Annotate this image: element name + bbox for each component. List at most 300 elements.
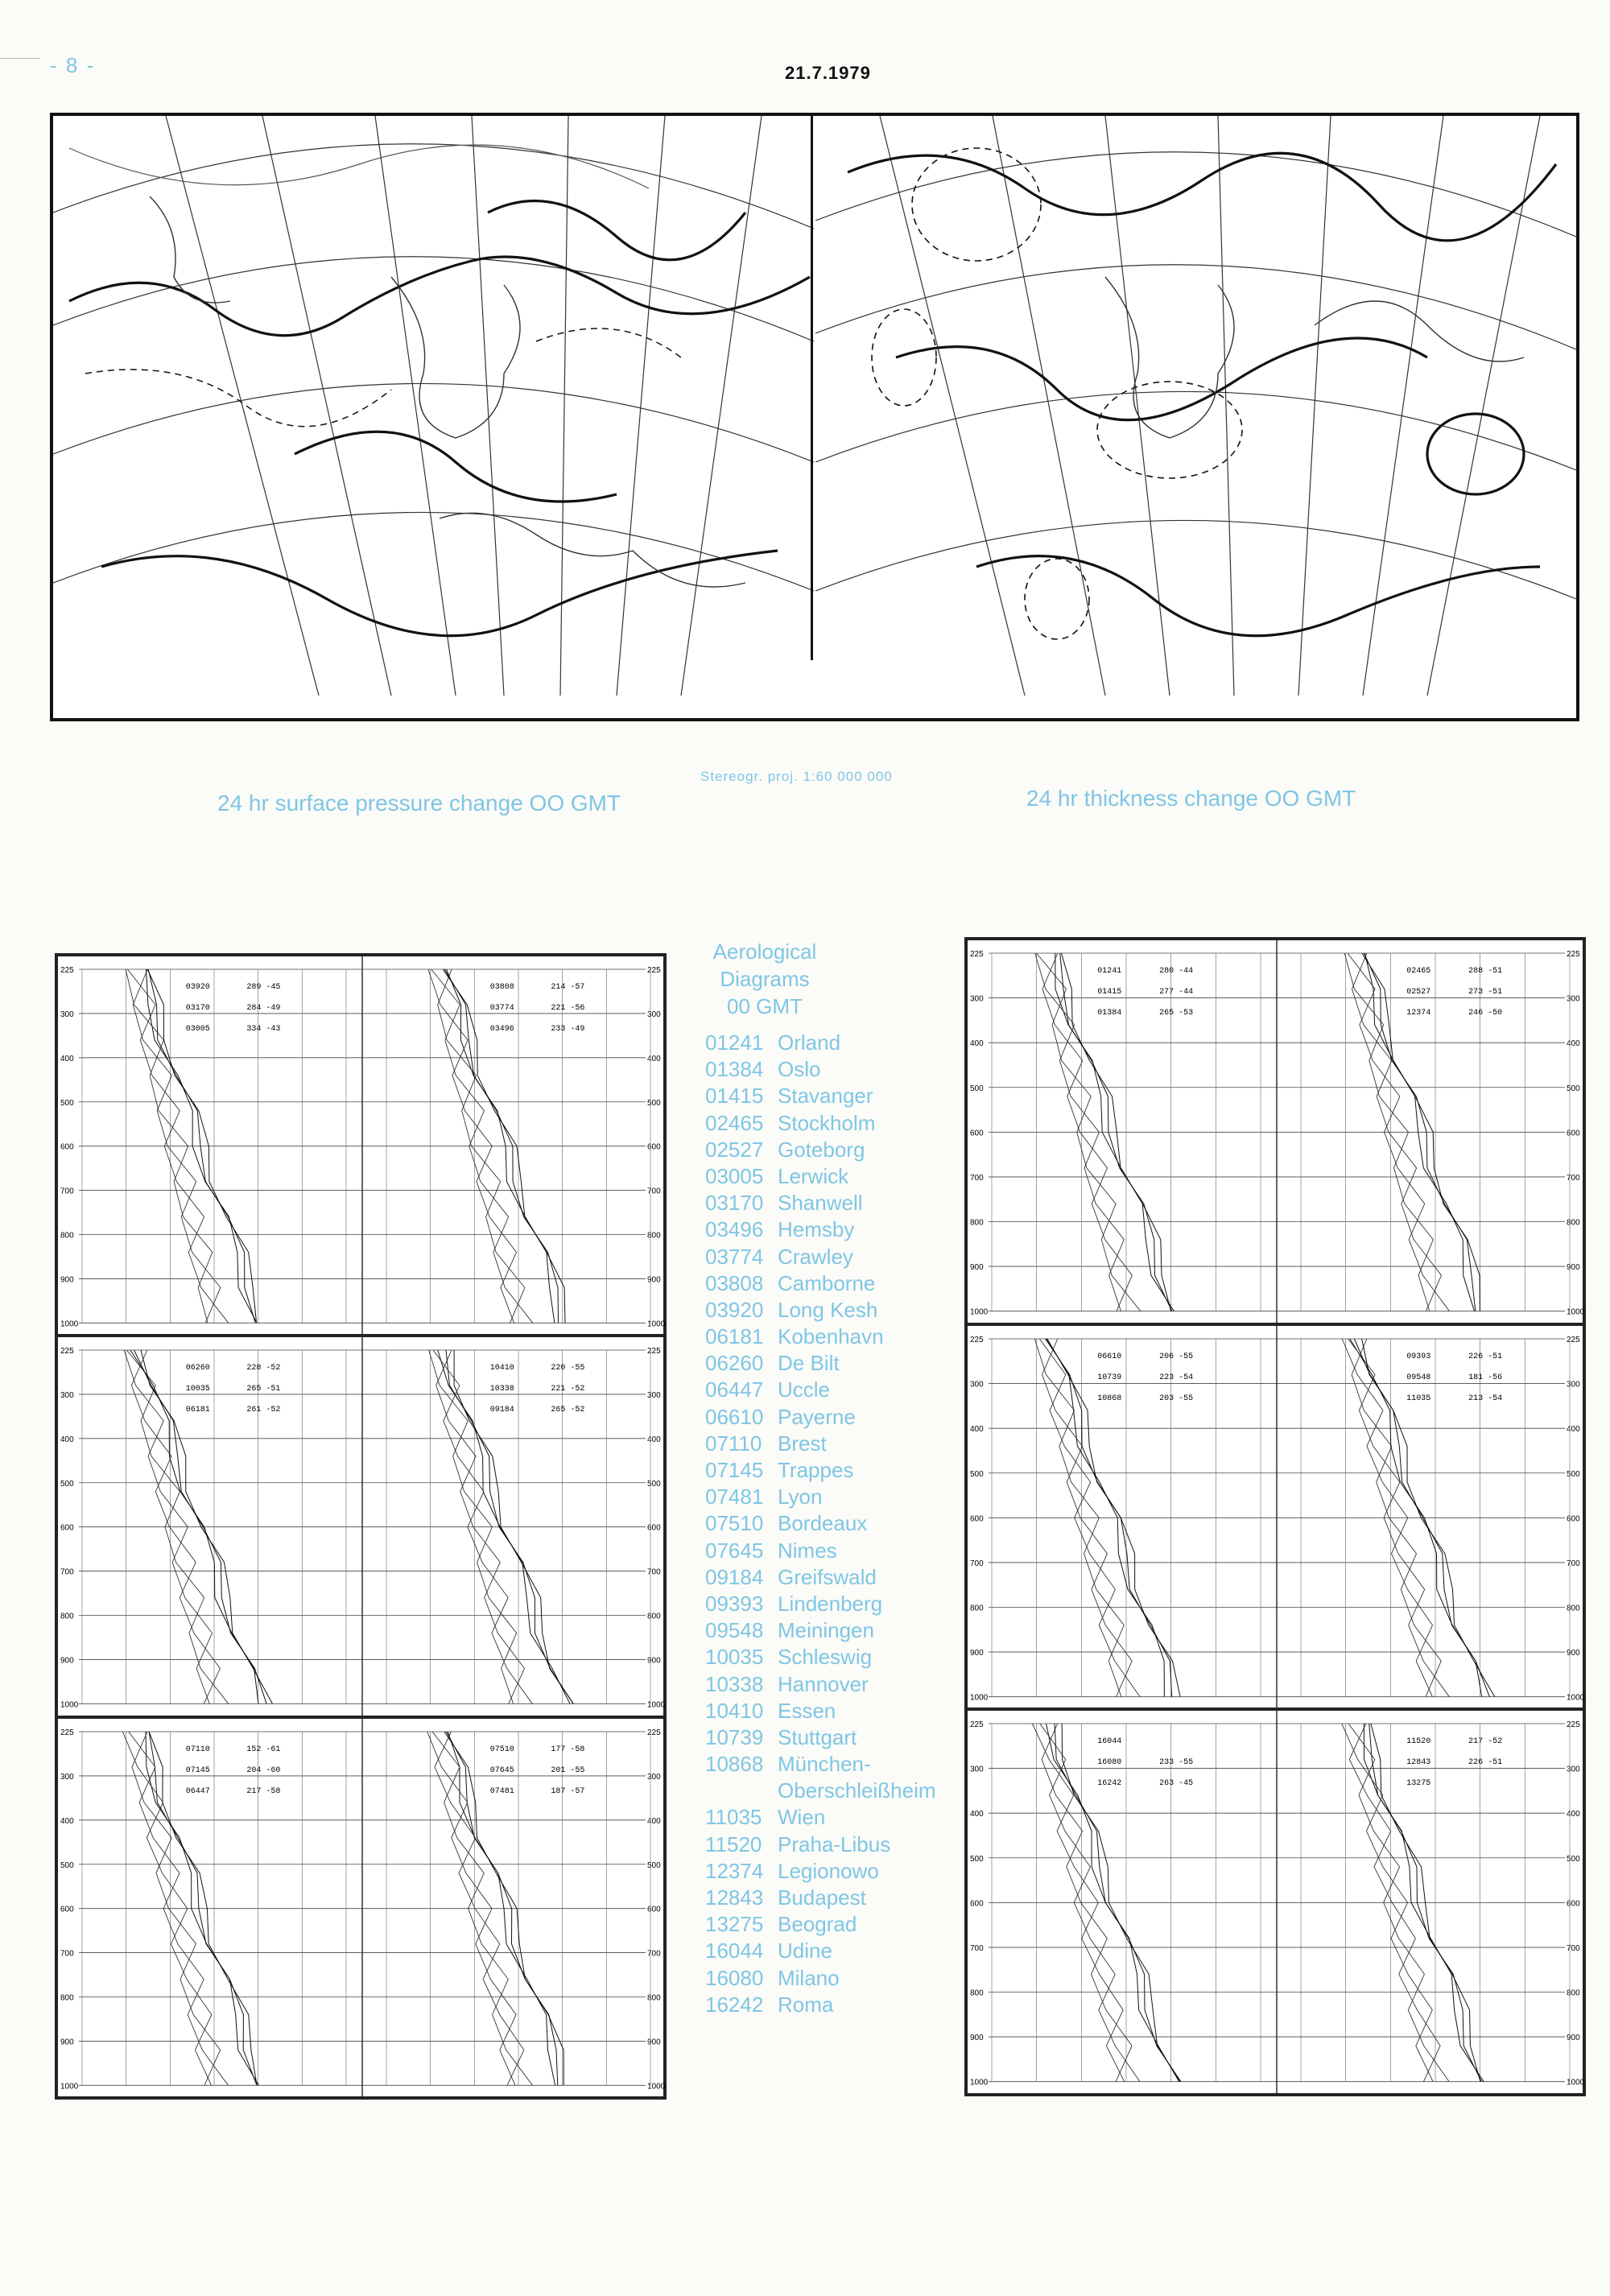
pressure-label: 700 <box>60 1567 74 1577</box>
pressure-label: 900 <box>1567 2034 1580 2043</box>
aerological-diagram <box>56 1717 665 2098</box>
station-name: Schleswig <box>778 1645 873 1670</box>
station-name: Legionowo <box>778 1858 879 1883</box>
station-name: Praha-Libus <box>778 1831 891 1856</box>
diagram-grid <box>58 956 667 1337</box>
station-code: 03920 <box>705 1297 764 1322</box>
pressure-label: 400 <box>60 1435 74 1445</box>
pressure-label: 800 <box>1567 1604 1580 1613</box>
pressure-label: 500 <box>970 1084 984 1093</box>
pressure-label: 400 <box>970 1039 984 1049</box>
station-code: 06447 <box>705 1377 764 1402</box>
pressure-label: 800 <box>647 1612 661 1621</box>
station-name: Hannover <box>778 1671 869 1696</box>
station-code: 02465 <box>705 1110 764 1135</box>
pressure-label: 300 <box>647 1391 661 1401</box>
diagram-station-code: 03920 <box>185 983 210 992</box>
pressure-label: 800 <box>970 1988 984 1998</box>
station-row <box>705 1859 936 1885</box>
diagram-tropopause-value: 221 -52 <box>551 1385 585 1394</box>
station-name: Orland <box>778 1030 841 1055</box>
pressure-label: 300 <box>1567 1380 1580 1390</box>
pressure-label: 500 <box>647 1860 661 1870</box>
pressure-label: 900 <box>60 1275 74 1285</box>
pressure-label: 600 <box>970 1129 984 1138</box>
diagram-tropopause-value: 233 -49 <box>551 1025 585 1034</box>
diagram-station-code: 03774 <box>489 1004 514 1013</box>
pressure-label: 900 <box>1567 1263 1580 1273</box>
pressure-label: 500 <box>647 1480 661 1489</box>
station-code: 10035 <box>705 1645 764 1670</box>
pressure-label: 600 <box>1567 1129 1580 1138</box>
station-name: Oberschleißheim <box>778 1778 936 1803</box>
station-row <box>705 1565 936 1592</box>
pressure-label: 700 <box>970 1173 984 1183</box>
diagram-tropopause-value: 217 -58 <box>246 1786 281 1796</box>
pressure-label: 600 <box>970 1513 984 1523</box>
diagram-station-code: 13275 <box>1406 1779 1431 1789</box>
pressure-label: 500 <box>60 1098 74 1108</box>
station-code: 11520 <box>705 1831 762 1856</box>
station-row <box>705 1351 936 1377</box>
diagram-station-code: 01415 <box>1097 988 1122 997</box>
diagram-tropopause-value: 177 -58 <box>551 1745 585 1754</box>
aerological-diagram <box>966 1324 1584 1710</box>
aerological-title-line: Aerological <box>712 939 817 964</box>
diagram-station-code: 16044 <box>1097 1737 1122 1747</box>
station-code: 10338 <box>705 1671 764 1696</box>
aerological-diagram <box>56 1336 665 1716</box>
pressure-label: 600 <box>60 1523 74 1533</box>
station-code: 16044 <box>705 1939 764 1964</box>
station-row <box>705 1111 936 1138</box>
station-code: 09393 <box>705 1591 764 1616</box>
station-row <box>705 1645 936 1671</box>
station-row <box>705 1377 936 1404</box>
diagram-station-code: 16242 <box>1097 1779 1122 1789</box>
station-row <box>705 1992 936 2019</box>
pressure-label: 500 <box>647 1098 661 1108</box>
station-row <box>705 1084 936 1110</box>
station-name: München- <box>778 1752 871 1777</box>
pressure-label: 1000 <box>60 2081 79 2091</box>
diagram-station-code: 07645 <box>489 1765 514 1775</box>
diagram-station-code: 09393 <box>1406 1352 1431 1361</box>
pressure-label: 1000 <box>1567 2078 1585 2087</box>
station-code: 06260 <box>705 1351 764 1376</box>
station-name: Stuttgart <box>778 1724 857 1749</box>
pressure-label: 500 <box>1567 1855 1580 1864</box>
thickness-caption: 24 hr thickness change OO GMT <box>1026 786 1356 811</box>
pressure-label: 600 <box>647 1142 661 1152</box>
pressure-label: 800 <box>60 1993 74 2003</box>
diagram-station-code: 07110 <box>185 1745 210 1754</box>
pressure-label: 700 <box>60 1949 74 1959</box>
pressure-label: 1000 <box>60 1700 79 1710</box>
diagram-tropopause-value: 226 -51 <box>1468 1758 1503 1768</box>
station-row <box>705 1752 936 1778</box>
pressure-label: 1000 <box>970 2078 989 2087</box>
map-divider <box>811 113 813 660</box>
station-list <box>705 1030 936 2019</box>
station-code: 13275 <box>705 1912 764 1937</box>
station-name: Bordeaux <box>778 1511 868 1536</box>
diagram-tropopause-value: 201 -55 <box>551 1765 585 1775</box>
station-row <box>705 1217 936 1244</box>
station-code: 09184 <box>705 1564 764 1589</box>
pressure-label: 900 <box>970 1648 984 1658</box>
station-name: Crawley <box>778 1244 853 1269</box>
station-row <box>705 1164 936 1191</box>
station-row <box>705 1405 936 1431</box>
diagram-tropopause-value: 334 -43 <box>246 1025 281 1034</box>
pressure-label: 400 <box>1567 1039 1580 1049</box>
station-name: Nimes <box>778 1538 837 1563</box>
diagram-tropopause-value: 214 -57 <box>551 983 585 992</box>
pressure-label: 600 <box>647 1905 661 1914</box>
diagram-tropopause-value: 265 -52 <box>551 1406 585 1415</box>
station-code: 01384 <box>705 1057 764 1082</box>
pressure-label: 800 <box>60 1231 74 1241</box>
pressure-label: 900 <box>1567 1648 1580 1658</box>
pressure-label: 600 <box>60 1142 74 1152</box>
aerological-diagram <box>56 955 665 1336</box>
station-row <box>705 1030 936 1057</box>
pressure-label: 1000 <box>647 1700 666 1710</box>
pressure-label: 700 <box>1567 1173 1580 1183</box>
station-row <box>705 1298 936 1324</box>
station-code: 06610 <box>705 1404 764 1429</box>
diagram-station-code: 03005 <box>185 1025 210 1034</box>
station-code: 03808 <box>705 1270 764 1295</box>
diagram-grid <box>968 1711 1586 2096</box>
station-code: 07510 <box>705 1511 764 1536</box>
station-code: 12843 <box>705 1885 764 1910</box>
pressure-label: 225 <box>970 1335 984 1344</box>
pressure-label: 900 <box>647 2038 661 2047</box>
station-row <box>705 1672 936 1699</box>
station-row <box>705 1966 936 1992</box>
station-row <box>705 1324 936 1351</box>
pressure-label: 300 <box>60 1010 74 1019</box>
station-name: Shanwell <box>778 1191 863 1216</box>
diagram-station-code: 06260 <box>185 1364 210 1373</box>
pressure-label: 700 <box>60 1187 74 1196</box>
station-code: 16080 <box>705 1965 764 1990</box>
diagram-station-code: 11035 <box>1406 1394 1431 1403</box>
pressure-label: 400 <box>970 1424 984 1434</box>
diagram-grid <box>58 1719 667 2100</box>
pressure-label: 900 <box>970 2034 984 2043</box>
station-row <box>705 1191 936 1217</box>
pressure-label: 800 <box>970 1604 984 1613</box>
station-name: Oslo <box>778 1057 821 1082</box>
pressure-label: 500 <box>60 1480 74 1489</box>
station-code: 09548 <box>705 1618 764 1643</box>
pressure-label: 1000 <box>647 2081 666 2091</box>
station-code: 03496 <box>705 1217 764 1242</box>
diagram-tropopause-value: 277 -44 <box>1159 988 1194 997</box>
station-row <box>705 1939 936 1965</box>
diagram-tropopause-value: 204 -60 <box>246 1765 281 1775</box>
diagram-station-code: 11520 <box>1406 1737 1431 1747</box>
pressure-label: 1000 <box>647 1319 666 1329</box>
top-rule <box>0 58 40 59</box>
pressure-label: 700 <box>647 1567 661 1577</box>
station-name: Roma <box>778 1992 834 2017</box>
pressure-label: 500 <box>1567 1469 1580 1479</box>
station-name: Uccle <box>778 1377 831 1402</box>
pressure-label: 225 <box>1567 1335 1580 1344</box>
pressure-label: 1000 <box>60 1319 79 1329</box>
station-name: Kobenhavn <box>778 1324 884 1349</box>
station-row <box>705 1538 936 1565</box>
station-name: Beograd <box>778 1912 857 1937</box>
station-code: 02527 <box>705 1137 764 1162</box>
pressure-label: 700 <box>1567 1944 1580 1954</box>
diagram-tropopause-value: 221 -56 <box>551 1004 585 1013</box>
pressure-label: 700 <box>970 1559 984 1568</box>
diagram-grid <box>58 1337 667 1718</box>
station-name: Wien <box>778 1805 826 1830</box>
station-name: Long Kesh <box>778 1297 878 1322</box>
station-name: Stavanger <box>778 1084 873 1109</box>
pressure-label: 900 <box>647 1275 661 1285</box>
diagram-tropopause-value: 246 -50 <box>1468 1009 1503 1018</box>
station-name: Brest <box>778 1431 827 1456</box>
station-name: Milano <box>778 1965 840 1990</box>
station-code: 01415 <box>705 1084 764 1109</box>
pressure-label: 800 <box>1567 1988 1580 1998</box>
station-name: Budapest <box>778 1885 866 1910</box>
thickness-change-map <box>815 116 1576 718</box>
diagram-station-code: 10868 <box>1097 1394 1122 1403</box>
diagram-tropopause-value: 228 -52 <box>246 1364 281 1373</box>
pressure-label: 900 <box>60 1656 74 1666</box>
diagram-tropopause-value: 181 -56 <box>1468 1373 1503 1382</box>
station-row <box>705 1138 936 1164</box>
pressure-label: 300 <box>647 1010 661 1019</box>
station-code: 12374 <box>705 1858 764 1883</box>
station-row <box>705 1832 936 1859</box>
diagram-station-code: 02527 <box>1406 988 1431 997</box>
diagram-tropopause-value: 284 -49 <box>246 1004 281 1013</box>
pressure-label: 400 <box>60 1816 74 1826</box>
station-row <box>705 1431 936 1458</box>
station-name: Payerne <box>778 1404 856 1429</box>
station-code: 03005 <box>705 1163 764 1188</box>
weather-maps-frame <box>50 113 1579 721</box>
station-row <box>705 1485 936 1511</box>
pressure-label: 225 <box>1567 1720 1580 1730</box>
station-code: 10739 <box>705 1724 764 1749</box>
station-code: 03170 <box>705 1191 764 1216</box>
pressure-label: 300 <box>970 1380 984 1390</box>
diagram-tropopause-value: 280 -44 <box>1159 967 1194 976</box>
diagram-tropopause-value: 226 -51 <box>1468 1352 1503 1361</box>
date-heading: 21.7.1979 <box>785 63 871 83</box>
station-name: Essen <box>778 1698 836 1723</box>
pressure-label: 800 <box>647 1231 661 1241</box>
station-name: Hemsby <box>778 1217 855 1242</box>
pressure-label: 500 <box>60 1860 74 1870</box>
diagram-station-code: 06447 <box>185 1786 210 1796</box>
station-row <box>705 1912 936 1939</box>
station-name: Goteborg <box>778 1137 865 1162</box>
diagram-tropopause-value: 223 -54 <box>1159 1373 1194 1382</box>
diagram-grid <box>968 940 1586 1326</box>
station-name: Camborne <box>778 1270 876 1295</box>
station-name: Greifswald <box>778 1564 877 1589</box>
pressure-label: 400 <box>60 1054 74 1063</box>
diagram-station-code: 10739 <box>1097 1373 1122 1382</box>
station-code: 07145 <box>705 1458 764 1482</box>
station-row <box>705 1618 936 1645</box>
station-name: Trappes <box>778 1458 854 1482</box>
pressure-label: 400 <box>647 1435 661 1445</box>
pressure-label: 225 <box>1567 950 1580 959</box>
station-row <box>705 1805 936 1831</box>
station-code: 06181 <box>705 1324 764 1349</box>
diagram-tropopause-value: 263 -45 <box>1159 1779 1194 1789</box>
station-code: 16242 <box>705 1992 764 2017</box>
diagram-tropopause-value: 187 -57 <box>551 1786 585 1796</box>
station-row <box>705 1885 936 1912</box>
diagram-tropopause-value: 273 -51 <box>1468 988 1503 997</box>
diagram-station-code: 01384 <box>1097 1009 1122 1018</box>
pressure-label: 225 <box>60 1728 74 1737</box>
diagram-station-code: 06610 <box>1097 1352 1122 1361</box>
diagram-station-code: 12374 <box>1406 1009 1431 1018</box>
diagram-tropopause-value: 220 -55 <box>551 1364 585 1373</box>
station-code: 07481 <box>705 1485 764 1509</box>
diagram-tropopause-value: 261 -52 <box>246 1406 281 1415</box>
aerological-diagram <box>966 939 1584 1324</box>
pressure-label: 800 <box>647 1993 661 2003</box>
pressure-label: 900 <box>60 2038 74 2047</box>
diagram-station-code: 09184 <box>489 1406 514 1415</box>
station-row <box>705 1699 936 1725</box>
pressure-label: 800 <box>1567 1218 1580 1228</box>
pressure-label: 600 <box>60 1905 74 1914</box>
diagram-tropopause-value: 288 -51 <box>1468 967 1503 976</box>
station-name: Stockholm <box>778 1110 876 1135</box>
station-code: 07110 <box>705 1431 762 1456</box>
diagram-station-code: 07481 <box>489 1786 514 1796</box>
pressure-label: 600 <box>970 1899 984 1909</box>
diagram-tropopause-value: 152 -61 <box>246 1745 281 1754</box>
station-row <box>705 1778 936 1805</box>
diagram-tropopause-value: 233 -55 <box>1159 1758 1194 1768</box>
diagram-station-code: 06181 <box>185 1406 210 1415</box>
pressure-label: 600 <box>1567 1899 1580 1909</box>
pressure-label: 600 <box>647 1523 661 1533</box>
pressure-label: 500 <box>970 1469 984 1479</box>
diagram-station-code: 12843 <box>1406 1758 1431 1768</box>
station-name: De Bilt <box>778 1351 840 1376</box>
diagram-station-code: 02465 <box>1406 967 1431 976</box>
station-row <box>705 1057 936 1084</box>
pressure-label: 300 <box>60 1772 74 1782</box>
surface-pressure-change-map <box>53 116 814 718</box>
diagram-station-code: 03170 <box>185 1004 210 1013</box>
station-code: 01241 <box>705 1030 764 1055</box>
pressure-label: 500 <box>970 1855 984 1864</box>
diagram-station-code: 10410 <box>489 1364 514 1373</box>
station-row <box>705 1271 936 1298</box>
pressure-label: 225 <box>60 1347 74 1357</box>
pressure-label: 400 <box>1567 1424 1580 1434</box>
page-number: - 8 - <box>50 53 96 77</box>
pressure-label: 800 <box>970 1218 984 1228</box>
pressure-label: 300 <box>970 994 984 1004</box>
pressure-label: 700 <box>647 1949 661 1959</box>
pressure-label: 225 <box>647 1347 661 1357</box>
diagram-station-code: 10338 <box>489 1385 514 1394</box>
pressure-label: 400 <box>647 1054 661 1063</box>
pressure-label: 400 <box>647 1816 661 1826</box>
diagram-station-code: 03808 <box>489 983 514 992</box>
pressure-label: 225 <box>970 1720 984 1730</box>
station-code: 03774 <box>705 1244 764 1269</box>
pressure-label: 300 <box>1567 994 1580 1004</box>
surface-pressure-caption: 24 hr surface pressure change OO GMT <box>217 791 621 816</box>
station-row <box>705 1725 936 1752</box>
station-row <box>705 1592 936 1618</box>
pressure-label: 900 <box>647 1656 661 1666</box>
station-code: 10868 <box>705 1752 764 1777</box>
diagram-station-code: 01241 <box>1097 967 1122 976</box>
diagram-tropopause-value: 265 -53 <box>1159 1009 1194 1018</box>
projection-note: Stereogr. proj. 1:60 000 000 <box>700 769 893 784</box>
diagram-station-code: 07145 <box>185 1765 210 1775</box>
pressure-label: 225 <box>60 966 74 975</box>
pressure-label: 800 <box>60 1612 74 1621</box>
station-name: Udine <box>778 1939 832 1964</box>
diagram-tropopause-value: 203 -55 <box>1159 1394 1194 1403</box>
pressure-label: 225 <box>647 1728 661 1737</box>
aerological-diagrams-left <box>55 953 667 2100</box>
pressure-label: 600 <box>1567 1513 1580 1523</box>
station-row <box>705 1511 936 1538</box>
aerological-title <box>704 938 825 1020</box>
diagram-station-code: 10035 <box>185 1385 210 1394</box>
pressure-label: 1000 <box>970 1693 989 1703</box>
diagram-grid <box>968 1326 1586 1712</box>
diagram-station-code: 16080 <box>1097 1758 1122 1768</box>
diagram-tropopause-value: 265 -51 <box>246 1385 281 1394</box>
pressure-label: 1000 <box>1567 1693 1585 1703</box>
diagram-station-code: 03496 <box>489 1025 514 1034</box>
station-code: 10410 <box>705 1698 764 1723</box>
pressure-label: 225 <box>970 950 984 959</box>
pressure-label: 300 <box>60 1391 74 1401</box>
station-name: Lyon <box>778 1485 823 1509</box>
pressure-label: 300 <box>970 1765 984 1774</box>
pressure-label: 400 <box>1567 1810 1580 1819</box>
diagram-station-code: 09548 <box>1406 1373 1431 1382</box>
diagram-tropopause-value: 289 -45 <box>246 983 281 992</box>
diagram-station-code: 07510 <box>489 1745 514 1754</box>
pressure-label: 900 <box>970 1263 984 1273</box>
pressure-label: 700 <box>647 1187 661 1196</box>
aerological-diagrams-right <box>964 937 1586 2096</box>
station-row <box>705 1245 936 1271</box>
pressure-label: 400 <box>970 1810 984 1819</box>
pressure-label: 1000 <box>1567 1307 1585 1317</box>
pressure-label: 225 <box>647 966 661 975</box>
aerological-title-line: 00 GMT <box>727 994 803 1018</box>
